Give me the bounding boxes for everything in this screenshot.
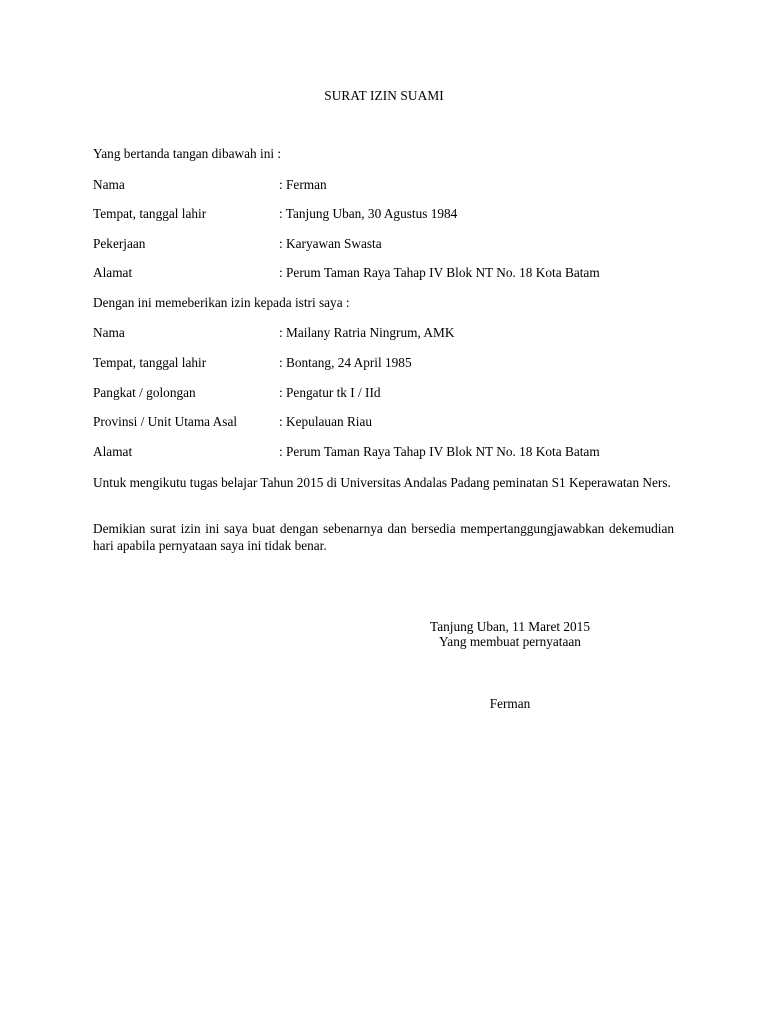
husband-row-name [93,177,674,193]
permission-intro-text: Dengan ini memeberikan izin kepada istri saya : [93,295,350,310]
husband-row-job [93,236,674,252]
wife-row-address [93,444,674,460]
field-value: : Tanjung Uban, 30 Agustus 1984 [279,206,458,221]
signature-name: Ferman [489,696,531,711]
field-label: Nama [93,177,125,192]
closing-paragraph: Demikian surat izin ini saya buat dengan sebenarnya dan bersedia mempertanggungjawabkan dekemudian hari apabila pernyataan saya ini tidak benar. [93,521,674,553]
document-title: SURAT IZIN SUAMI [324,88,444,103]
field-label: Alamat [93,444,133,459]
field-label: Pekerjaan [93,236,146,251]
field-value: : Bontang, 24 April 1985 [279,355,412,370]
wife-row-birth [93,355,674,371]
wife-row-province [93,414,674,430]
intro-text: Yang bertanda tangan dibawah ini : [93,146,282,161]
field-label: Nama [93,325,125,340]
purpose-paragraph: Untuk mengikutu tugas belajar Tahun 2015 di Universitas Andalas Padang peminatan S1 Keperawatan Ners. [93,475,671,490]
field-label: Alamat [93,265,133,280]
field-label: Pangkat / golongan [93,385,196,400]
field-value: : Pengatur tk I / IId [279,385,381,400]
field-label: Tempat, tanggal lahir [93,206,207,221]
field-label: Tempat, tanggal lahir [93,355,207,370]
field-value: : Karyawan Swasta [279,236,382,251]
field-value: : Perum Taman Raya Tahap IV Blok NT No. 18 Kota Batam [279,265,600,280]
signature-place-date: Tanjung Uban, 11 Maret 2015 [430,619,590,634]
field-value: : Ferman [279,177,327,192]
husband-row-address [93,265,674,281]
husband-row-birth [93,206,674,222]
field-value: : Kepulauan Riau [279,414,373,429]
field-label: Provinsi / Unit Utama Asal [93,414,238,429]
signature-role: Yang membuat pernyataan [439,634,581,649]
wife-row-rank [93,385,674,401]
field-value: : Perum Taman Raya Tahap IV Blok NT No. 18 Kota Batam [279,444,600,459]
field-value: : Mailany Ratria Ningrum, AMK [279,325,455,340]
wife-row-name [93,325,674,341]
